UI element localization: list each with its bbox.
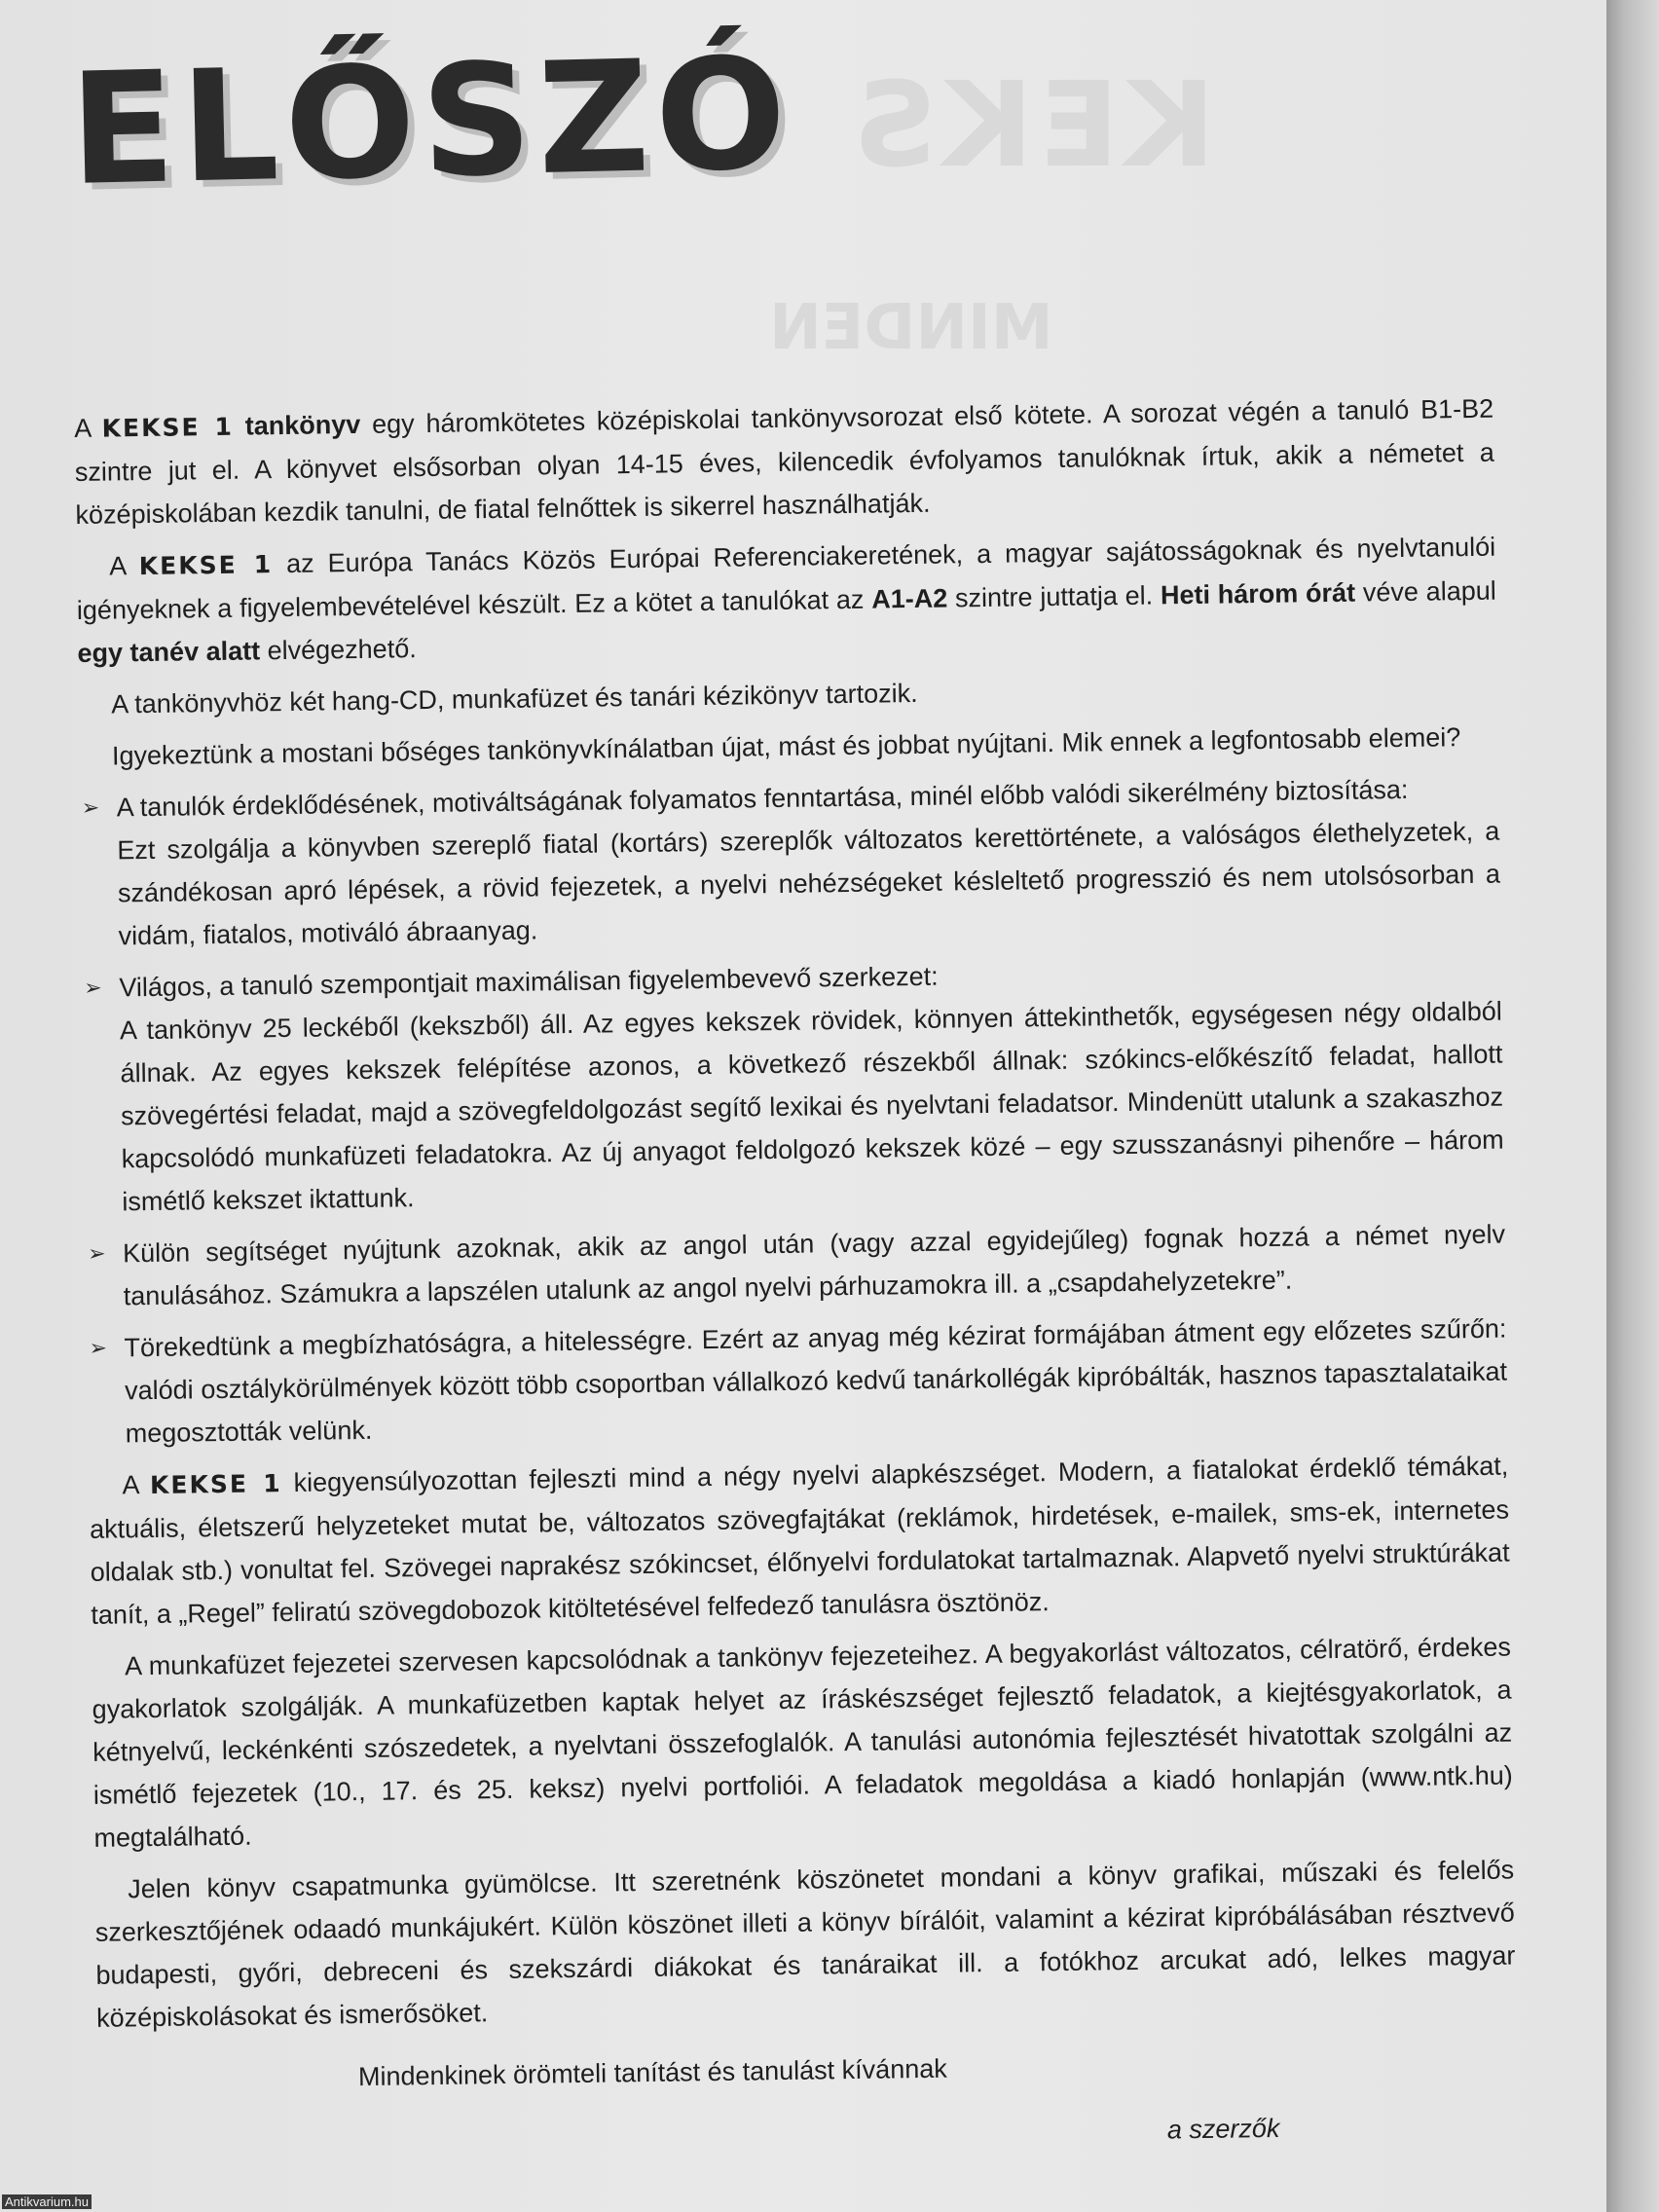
paragraph-text: az Európa Tanács Közös Európai Referenciakeretének, a magyar sajátosságoknak és nyelvtanulói igényeknek a figyelembevételével készült. Ez a kötet a tanulókat az — [76, 532, 1496, 625]
bold-term: Heti három órát — [1160, 577, 1356, 610]
paragraph-aims: Igyekeztünk a mostani bőséges tankönyvkínálatban újat, mást és jobbat nyújtani. Mik ennek a legfontosabb elemei? — [111, 722, 1461, 771]
brand-name: KEKSE 1 — [101, 412, 235, 443]
brand-name: KEKSE 1 — [149, 1469, 282, 1500]
bullet-arrow-icon: ➢ — [81, 794, 100, 820]
bullet-body: Ezt szolgálja a könyvben szereplő fiatal (kortárs) szereplők változatos kerettörténete, a valóságos élethelyzetek, a szándékosan apró lépések, a rövid fejezetek, a nyelvi nehézségeket késleltető progresszió és nem utolsósorban a vidám, fiatalos, motiváló ábraanyag. — [117, 816, 1501, 951]
paragraph-text: egy háromkötetes középiskolai tankönyvsorozat első kötete. A sorozat végén a tanuló B1-B2 szintre jut el. A könyvet elsősorban olyan 14-15 éves, kilencedik évfolyamos tanulóknak írtuk, akik a németet a középiskolában kezdik tanulni, de fiatal felnőttek is sikerrel használhatják. — [74, 393, 1495, 530]
page-title: ELŐSZÓ — [67, 24, 794, 220]
paragraph-skills: A KEKSE 1 kiegyensúlyozottan fejleszti mind a négy nyelvi alapkészséget. Modern, a fiatalokat érdeklő témákat, aktuális, életszerű helyzeteket mutat be, változatos szövegfajtákat (reklámok, hirdetések, e-mailek, sms-ek, internetes oldalak stb.) vonultat fel. Szövegei naprakész szókincset, élőnyelvi fordulatokat tartalmaznak. Alapvető nyelvi struktúrákat tanít, a „Regel” feliratú szövegdobozok kitöltetésével felfedező tanulásra ösztönöz. — [89, 1451, 1510, 1630]
paragraph-workbook: A munkafüzet fejezetei szervesen kapcsolódnak a tankönyv fejezeteihez. A begyakorlást változatos, célratörő, érdekes gyakorlatok szolgálják. A munkafüzetben kaptak helyet az íráskészséget fejlesztő feladatok, a kiejtésgyakorlatok, a kétnyelvű, leckénkénti szószedetek, a nyelvtani összefoglalók. A tanulási autonómia fejlesztését hivatottak szolgálni az ismétlő fejezetek (10., 17. és 25. keksz) nyelvi portfoliói. A feladatok megoldása a kiadó honlapján (www.ntk.hu) megtalálható. — [92, 1632, 1513, 1853]
paragraph-text: szintre juttatja el. — [954, 580, 1154, 613]
list-item — [82, 947, 1505, 1224]
paragraph-text: véve alapul — [1362, 575, 1496, 608]
paragraph-components: A tankönyvhöz két hang-CD, munkafüzet és tanári kézikönyv tartozik. — [111, 678, 918, 719]
bullet-arrow-icon: ➢ — [89, 1335, 108, 1360]
bullet-head: A tanulók érdeklődésének, motiváltságának folyamatos fenntartása, minél előbb valódi sikerélmény biztosítása: — [116, 774, 1409, 823]
paragraph-framework: A KEKSE 1 az Európa Tanács Közös Európai Referenciakeretének, a magyar sajátosságoknak és nyelvtanulói igényeknek a figyelembevételével készült. Ez a kötet a tanulókat az A1-A2 szintre juttatja el. Heti három órát véve alapul egy tanév alatt elvégezhető. — [76, 532, 1496, 668]
bleed-through-graphic: MINDEN — [769, 292, 1053, 364]
closing-line: Mindenkinek örömteli tanítást és tanulást kívánnak — [357, 2053, 947, 2092]
paragraph-text: kiegyensúlyozottan fejleszti mind a négy nyelvi alapkészséget. Modern, a fiatalokat érdeklő témákat, aktuális, életszerű helyzeteket mutat be, változatos szövegfajtákat (reklámok, hirdetések, e-mailek, sms-ek, internetes oldalak stb.) vonultat fel. Szövegei naprakész szókincset, élőnyelvi fordulatokat tartalmaznak. Alapvető nyelvi struktúrákat tanít, a „Regel” feliratú szövegdobozok kitöltetésével felfedező tanulásra ösztönöz. — [89, 1451, 1510, 1630]
bullet-body: Törekedtünk a megbízhatóságra, a hitelességre. Ezért az anyag még kézirat formájában átment egy előzetes szűrőn: valódi osztálykörülmények között több csoportban vállalkozó kedvű tanárkollégák kipróbálták, hasznos tapasztalataikat megosztották velünk. — [124, 1313, 1508, 1449]
bold-term: tankönyv — [244, 409, 361, 441]
bleed-through-graphic: KEKS — [847, 58, 1216, 194]
bullet-body: Külön segítséget nyújtunk azoknak, akik az angol után (vagy azzal egyidejűleg) fognak hozzá a német nyelv tanulásához. Számukra a lapszélen utalunk az angol nyelvi párhuzamokra ill. a „csapdahelyzetekre”. — [122, 1219, 1506, 1311]
bullet-arrow-icon: ➢ — [84, 975, 102, 1000]
bold-term: A1-A2 — [870, 583, 948, 614]
list-item — [86, 1213, 1506, 1318]
bullet-head: Világos, a tanuló szempontjait maximálisan figyelembevevő szerkezet: — [119, 961, 939, 1003]
list-item — [87, 1308, 1508, 1456]
bullet-body: A tankönyv 25 leckéből (kekszből) áll. Az egyes kekszek rövidek, könnyen áttekinthetők, egységesen négy oldalból állnak. Az egyes kekszek felépítése azonos, a következő részekből állnak: szókincs-előkészítő feladat, hallott szövegértési feladat, majd a szövegfeldolgozást segítő lexikai és nyelvtani feladatsor. Mindenütt utalunk a szakaszhoz kapcsolódó munkafüzeti feladatokra. Az új anyagot feldolgozó kekszek közé – egy szusszanásnyi pihenőre – három ismétlő kekszet iktattunk. — [119, 996, 1504, 1217]
preface-body — [74, 387, 1518, 2166]
paragraph-acknowledgements: Jelen könyv csapatmunka gyümölcse. Itt szeretnénk köszönetet mondani a könyv grafikai, műszaki és felelős szerkesztőjének odaadó munkájukért. Külön köszönet illeti a könyv bírálóit, valamint a kézirat kipróbálásában résztvevő budapesti, győri, debreceni és szekszárdi diákokat és tanáraikat ill. a fotókhoz arcukat adó, lelkes magyar középiskolásokat és ismerősöket. — [94, 1855, 1516, 2033]
signature: a szerzők — [1166, 2113, 1280, 2145]
paragraph-text: elvégezhető. — [267, 634, 417, 666]
list-item — [79, 767, 1500, 958]
bold-term: egy tanév alatt — [77, 636, 261, 668]
watermark: Antikvarium.hu — [2, 2194, 92, 2209]
page-edge — [1606, 0, 1659, 2212]
paragraph-intro: A KEKSE 1 tankönyv egy háromkötetes középiskolai tankönyvsorozat első kötete. A sorozat végén a tanuló B1-B2 szintre jut el. A könyvet elsősorban olyan 14-15 éves, kilencedik évfolyamos tanulóknak írtuk, akik a németet a középiskolában kezdik tanulni, de fiatal felnőttek is sikerrel használhatják. — [74, 393, 1495, 530]
bullet-arrow-icon: ➢ — [87, 1240, 106, 1266]
brand-name: KEKSE 1 — [138, 550, 274, 581]
